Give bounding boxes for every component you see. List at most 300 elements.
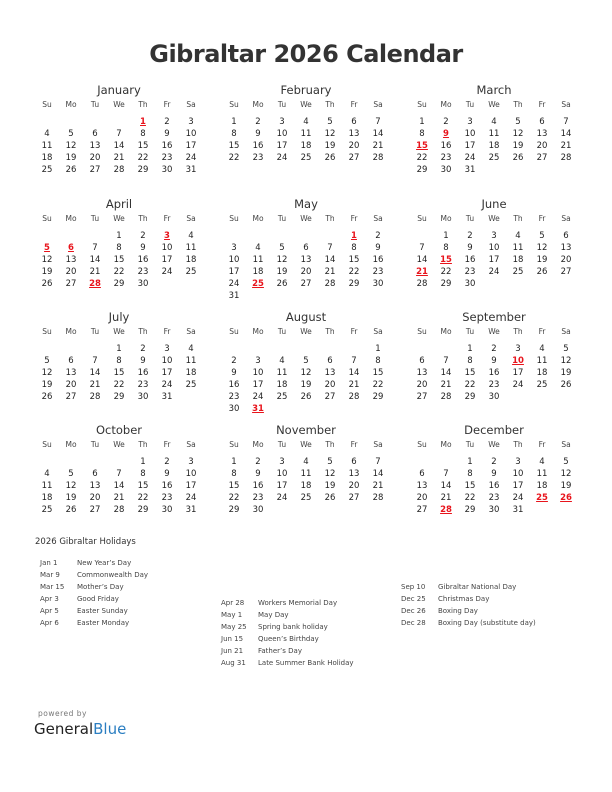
holiday-name: Easter Monday (77, 619, 130, 627)
calendar-day: 28 (324, 279, 336, 289)
weekday-header: Su (42, 214, 52, 223)
weekday-header: Sa (186, 440, 196, 449)
calendar-day: 24 (228, 279, 240, 289)
month-september (410, 309, 578, 403)
month-january (35, 82, 203, 176)
calendar-day: 6 (351, 457, 357, 467)
calendar-day: 3 (515, 457, 521, 467)
month-name: February (280, 83, 332, 97)
calendar-day: 1 (375, 344, 381, 354)
calendar-day: 10 (161, 356, 173, 366)
calendar-day: 28 (560, 153, 572, 163)
calendar-day: 19 (41, 380, 53, 390)
calendar-day: 22 (137, 493, 149, 503)
calendar-day: 22 (464, 493, 476, 503)
empty-cell (246, 343, 270, 355)
empty-cell (342, 343, 366, 355)
calendar-day: 2 (164, 457, 170, 467)
holiday-date-label: Apr 28 (221, 599, 245, 607)
calendar-day: 11 (185, 243, 197, 253)
calendar-day: 19 (536, 255, 548, 265)
holiday-item (221, 609, 354, 621)
brand-blue: Blue (93, 720, 127, 738)
calendar-day: 7 (375, 457, 381, 467)
calendar-day: 11 (41, 481, 53, 491)
holiday-item (40, 557, 148, 569)
calendar-day: 8 (140, 129, 146, 139)
calendar-day: 17 (276, 141, 288, 151)
calendar-day: 3 (467, 117, 473, 127)
calendar-day: 17 (252, 380, 264, 390)
calendar-day: 23 (488, 493, 500, 503)
calendar-day: 30 (161, 505, 173, 515)
weekday-header: Fr (538, 100, 546, 109)
calendar-day: 17 (161, 255, 173, 265)
calendar-day: 30 (137, 392, 149, 402)
calendar-day: 16 (488, 368, 500, 378)
calendar-day: 18 (185, 255, 197, 265)
calendar-day: 10 (185, 129, 197, 139)
calendar-day: 17 (512, 368, 524, 378)
calendar-day: 9 (491, 469, 497, 479)
calendar-day: 12 (324, 129, 336, 139)
calendar-day: 4 (188, 344, 194, 354)
calendar-day: 20 (65, 380, 77, 390)
calendar-day: 15 (464, 368, 476, 378)
weekday-header: Th (513, 327, 523, 336)
empty-cell (270, 230, 294, 242)
weekday-header: Sa (373, 214, 383, 223)
weekday-header: Mo (65, 440, 77, 449)
weekday-header: Su (229, 214, 239, 223)
calendar-day: 12 (276, 255, 288, 265)
empty-cell (59, 116, 83, 128)
calendar-day: 29 (464, 505, 476, 515)
calendar-day: 31 (512, 505, 524, 515)
empty-cell (83, 116, 107, 128)
weekday-header: Fr (163, 214, 171, 223)
month-name: January (97, 83, 141, 97)
calendar-day: 21 (113, 493, 125, 503)
calendar-day: 17 (185, 481, 197, 491)
calendar-day: 30 (464, 279, 476, 289)
holiday-date-label: Dec 25 (401, 595, 426, 603)
weekday-header: Sa (561, 100, 571, 109)
holiday-date-label: May 1 (221, 611, 243, 619)
calendar-day: 8 (116, 356, 122, 366)
calendar-day: 2 (255, 117, 261, 127)
weekday-header: We (488, 214, 500, 223)
calendar-day: 28 (348, 392, 360, 402)
calendar-day: 22 (113, 267, 125, 277)
holiday-name: Boxing Day (substitute day) (438, 619, 536, 627)
weekday-header: Mo (252, 440, 264, 449)
calendar-day: 4 (515, 231, 521, 241)
generalblue-logo[interactable] (34, 720, 126, 738)
calendar-day: 16 (252, 141, 264, 151)
calendar-day: 11 (488, 129, 500, 139)
calendar-day: 9 (255, 129, 261, 139)
calendar-day: 1 (467, 457, 473, 467)
weekday-header: Mo (440, 327, 452, 336)
holiday-date-label: May 25 (221, 623, 247, 631)
calendar-day: 24 (464, 153, 476, 163)
calendar-day: 21 (372, 481, 384, 491)
holiday-name: Queen’s Birthday (258, 635, 319, 643)
holiday-item (40, 617, 148, 629)
calendar-day: 12 (65, 141, 77, 151)
empty-cell (434, 343, 458, 355)
calendar-day: 19 (324, 481, 336, 491)
calendar-day: 14 (324, 255, 336, 265)
holiday-column (401, 581, 536, 629)
holiday-date: 10 (512, 356, 524, 366)
calendar-day: 12 (512, 129, 524, 139)
calendar-day: 5 (279, 243, 285, 253)
calendar-day: 17 (512, 481, 524, 491)
month-name: October (95, 423, 143, 437)
calendar-day: 24 (252, 392, 264, 402)
weekday-header: Tu (90, 100, 100, 109)
calendar-day: 23 (161, 153, 173, 163)
empty-cell (434, 456, 458, 468)
calendar-day: 24 (185, 153, 197, 163)
calendar-day: 29 (228, 505, 240, 515)
calendar-day: 30 (372, 279, 384, 289)
calendar-day: 19 (300, 380, 312, 390)
weekday-header: We (488, 327, 500, 336)
calendar-day: 5 (563, 344, 569, 354)
calendar-day: 1 (231, 457, 237, 467)
holiday-date-label: Jun 21 (221, 647, 244, 655)
holiday-name: Gibraltar National Day (438, 583, 517, 591)
calendar-day: 15 (348, 255, 360, 265)
calendar-day: 25 (185, 267, 197, 277)
calendar-day: 8 (231, 469, 237, 479)
calendar-day: 18 (185, 368, 197, 378)
calendar-day: 16 (161, 141, 173, 151)
calendar-day: 13 (416, 481, 428, 491)
holiday-date-label: Sep 10 (401, 583, 426, 591)
holiday-item (40, 593, 148, 605)
calendar-day: 10 (252, 368, 264, 378)
calendar-day: 30 (161, 165, 173, 175)
calendar-day: 8 (443, 243, 449, 253)
empty-cell (318, 343, 342, 355)
calendar-day: 18 (488, 141, 500, 151)
calendar-day: 26 (512, 153, 524, 163)
empty-cell (410, 343, 434, 355)
weekday-header: Tu (465, 100, 475, 109)
calendar-day: 16 (228, 380, 240, 390)
calendar-day: 21 (89, 380, 101, 390)
calendar-day: 11 (185, 356, 197, 366)
calendar-day: 10 (228, 255, 240, 265)
holiday-date: 31 (252, 404, 264, 414)
holiday-column (221, 597, 354, 669)
calendar-day: 2 (375, 231, 381, 241)
calendar-day: 30 (488, 392, 500, 402)
calendar-day: 2 (443, 117, 449, 127)
calendar-day: 21 (560, 141, 572, 151)
calendar-day: 25 (300, 493, 312, 503)
calendar-day: 21 (348, 380, 360, 390)
calendar-day: 2 (140, 231, 146, 241)
weekday-header: Fr (538, 214, 546, 223)
calendar-day: 5 (68, 469, 74, 479)
month-name: August (285, 310, 327, 324)
calendar-day: 28 (440, 392, 452, 402)
month-march (410, 82, 578, 176)
calendar-day: 31 (185, 505, 197, 515)
calendar-day: 5 (44, 356, 50, 366)
calendar-day: 7 (443, 469, 449, 479)
calendar-day: 22 (372, 380, 384, 390)
calendar-day: 9 (140, 243, 146, 253)
weekday-header: Th (138, 214, 148, 223)
calendar-day: 11 (300, 129, 312, 139)
holiday-date: 5 (44, 243, 50, 253)
weekday-header: We (300, 100, 312, 109)
calendar-day: 12 (41, 255, 53, 265)
calendar-day: 2 (231, 356, 237, 366)
empty-cell (107, 116, 131, 128)
weekday-header: Tu (465, 440, 475, 449)
weekday-header: Fr (350, 214, 358, 223)
calendar-day: 8 (467, 469, 473, 479)
calendar-day: 9 (491, 356, 497, 366)
month-april (35, 196, 203, 290)
calendar-day: 5 (327, 457, 333, 467)
month-name: November (276, 423, 336, 437)
weekday-header: We (300, 327, 312, 336)
weekday-header: Tu (90, 440, 100, 449)
calendar-day: 6 (351, 117, 357, 127)
holiday-item (401, 581, 536, 593)
month-name: April (105, 197, 133, 211)
calendar-day: 27 (324, 392, 336, 402)
calendar-day: 25 (41, 165, 53, 175)
calendar-day: 9 (231, 368, 237, 378)
holiday-item (221, 621, 354, 633)
empty-cell (59, 343, 83, 355)
calendar-day: 8 (375, 356, 381, 366)
calendar-day: 20 (65, 267, 77, 277)
weekday-header: Su (42, 440, 52, 449)
weekday-header: Su (229, 327, 239, 336)
holiday-date: 28 (89, 279, 101, 289)
weekday-header: Fr (350, 440, 358, 449)
calendar-day: 7 (563, 117, 569, 127)
calendar-day: 27 (536, 153, 548, 163)
calendar-day: 28 (372, 153, 384, 163)
calendar-day: 14 (372, 469, 384, 479)
calendar-day: 8 (116, 243, 122, 253)
calendar-day: 27 (300, 279, 312, 289)
calendar-day: 9 (375, 243, 381, 253)
calendar-day: 17 (185, 141, 197, 151)
calendar-day: 11 (276, 368, 288, 378)
calendar-day: 1 (443, 231, 449, 241)
calendar-day: 16 (161, 481, 173, 491)
calendar-day: 16 (372, 255, 384, 265)
holiday-date: 21 (416, 267, 428, 277)
empty-cell (35, 230, 59, 242)
empty-cell (107, 456, 131, 468)
empty-cell (222, 343, 246, 355)
calendar-day: 22 (137, 153, 149, 163)
weekday-header: Su (229, 440, 239, 449)
calendar-day: 30 (137, 279, 149, 289)
empty-cell (410, 230, 434, 242)
calendar-day: 20 (348, 141, 360, 151)
calendar-day: 12 (560, 356, 572, 366)
weekday-header: Fr (163, 327, 171, 336)
month-december (410, 422, 578, 516)
calendar-day: 1 (467, 344, 473, 354)
holiday-date: 9 (443, 129, 449, 139)
calendar-day: 7 (375, 117, 381, 127)
calendar-day: 15 (372, 368, 384, 378)
holiday-item (401, 617, 536, 629)
calendar-day: 23 (228, 392, 240, 402)
calendar-day: 14 (560, 129, 572, 139)
weekday-header: Mo (65, 327, 77, 336)
calendar-day: 21 (440, 380, 452, 390)
empty-cell (410, 456, 434, 468)
calendar-day: 19 (560, 481, 572, 491)
calendar-day: 15 (137, 481, 149, 491)
empty-cell (270, 343, 294, 355)
calendar-day: 28 (89, 392, 101, 402)
holiday-item (221, 657, 354, 669)
calendar-day: 21 (440, 493, 452, 503)
calendar-day: 12 (41, 368, 53, 378)
calendar-day: 19 (560, 368, 572, 378)
calendar-day: 10 (161, 243, 173, 253)
calendar-day: 6 (303, 243, 309, 253)
weekday-header: Sa (186, 214, 196, 223)
weekday-header: Th (513, 100, 523, 109)
calendar-day: 11 (300, 469, 312, 479)
empty-cell (59, 230, 83, 242)
month-name: July (108, 310, 130, 324)
calendar-day: 24 (185, 493, 197, 503)
calendar-day: 24 (276, 153, 288, 163)
calendar-day: 8 (419, 129, 425, 139)
calendar-day: 28 (416, 279, 428, 289)
weekday-header: Fr (350, 100, 358, 109)
calendar-day: 26 (560, 380, 572, 390)
calendar-day: 21 (324, 267, 336, 277)
calendar-day: 31 (464, 165, 476, 175)
calendar-day: 27 (560, 267, 572, 277)
holiday-date-label: Dec 26 (401, 607, 426, 615)
calendar-day: 23 (137, 380, 149, 390)
calendar-day: 24 (161, 380, 173, 390)
calendar-day: 5 (68, 129, 74, 139)
calendar-day: 11 (512, 243, 524, 253)
calendar-day: 3 (188, 117, 194, 127)
calendar-day: 14 (89, 368, 101, 378)
month-name: December (464, 423, 524, 437)
empty-cell (59, 456, 83, 468)
weekday-header: We (300, 440, 312, 449)
calendar-day: 26 (65, 165, 77, 175)
calendar-day: 9 (140, 356, 146, 366)
calendar-day: 19 (41, 267, 53, 277)
calendar-day: 9 (164, 469, 170, 479)
calendar-day: 28 (372, 493, 384, 503)
holiday-date-label: Mar 9 (40, 571, 60, 579)
calendar-day: 13 (348, 469, 360, 479)
month-may (222, 196, 390, 302)
weekday-header: Sa (373, 440, 383, 449)
holiday-date: 25 (536, 493, 548, 503)
weekday-header: Su (42, 327, 52, 336)
holiday-name: Easter Sunday (77, 607, 128, 615)
calendar-day: 6 (419, 469, 425, 479)
weekday-header: We (113, 214, 125, 223)
calendar-day: 13 (416, 368, 428, 378)
calendar-day: 12 (536, 243, 548, 253)
calendar-day: 22 (464, 380, 476, 390)
calendar-day: 2 (491, 344, 497, 354)
calendar-day: 9 (467, 243, 473, 253)
holiday-item (221, 633, 354, 645)
holiday-date: 6 (68, 243, 74, 253)
empty-cell (294, 343, 318, 355)
calendar-day: 11 (252, 255, 264, 265)
calendar-day: 30 (488, 505, 500, 515)
holiday-date: 1 (351, 231, 357, 241)
powered-by-label: powered by (38, 709, 87, 718)
weekday-header: Tu (465, 327, 475, 336)
holiday-date-label: Apr 5 (40, 607, 59, 615)
holiday-date: 3 (164, 231, 170, 241)
calendar-day: 16 (488, 481, 500, 491)
calendar-day: 20 (300, 267, 312, 277)
calendar-day: 13 (536, 129, 548, 139)
holiday-name: Spring bank holiday (258, 623, 328, 631)
weekday-header: We (300, 214, 312, 223)
weekday-header: Sa (186, 100, 196, 109)
calendar-day: 13 (348, 129, 360, 139)
weekday-header: Th (325, 100, 335, 109)
calendar-day: 13 (89, 481, 101, 491)
calendar-day: 22 (113, 380, 125, 390)
calendar-day: 27 (65, 392, 77, 402)
calendar-day: 5 (563, 457, 569, 467)
calendar-day: 20 (89, 153, 101, 163)
calendar-day: 15 (464, 481, 476, 491)
calendar-day: 23 (252, 153, 264, 163)
weekday-header: Th (138, 327, 148, 336)
calendar-day: 26 (300, 392, 312, 402)
empty-cell (318, 230, 342, 242)
holiday-date: 15 (416, 141, 428, 151)
holiday-date-label: Jan 1 (40, 559, 58, 567)
month-name: June (481, 197, 507, 211)
calendar-day: 4 (303, 117, 309, 127)
calendar-day: 31 (161, 392, 173, 402)
empty-cell (222, 230, 246, 242)
calendar-day: 28 (113, 165, 125, 175)
calendar-day: 20 (89, 493, 101, 503)
empty-cell (35, 456, 59, 468)
calendar-day: 29 (137, 165, 149, 175)
calendar-day: 27 (348, 153, 360, 163)
